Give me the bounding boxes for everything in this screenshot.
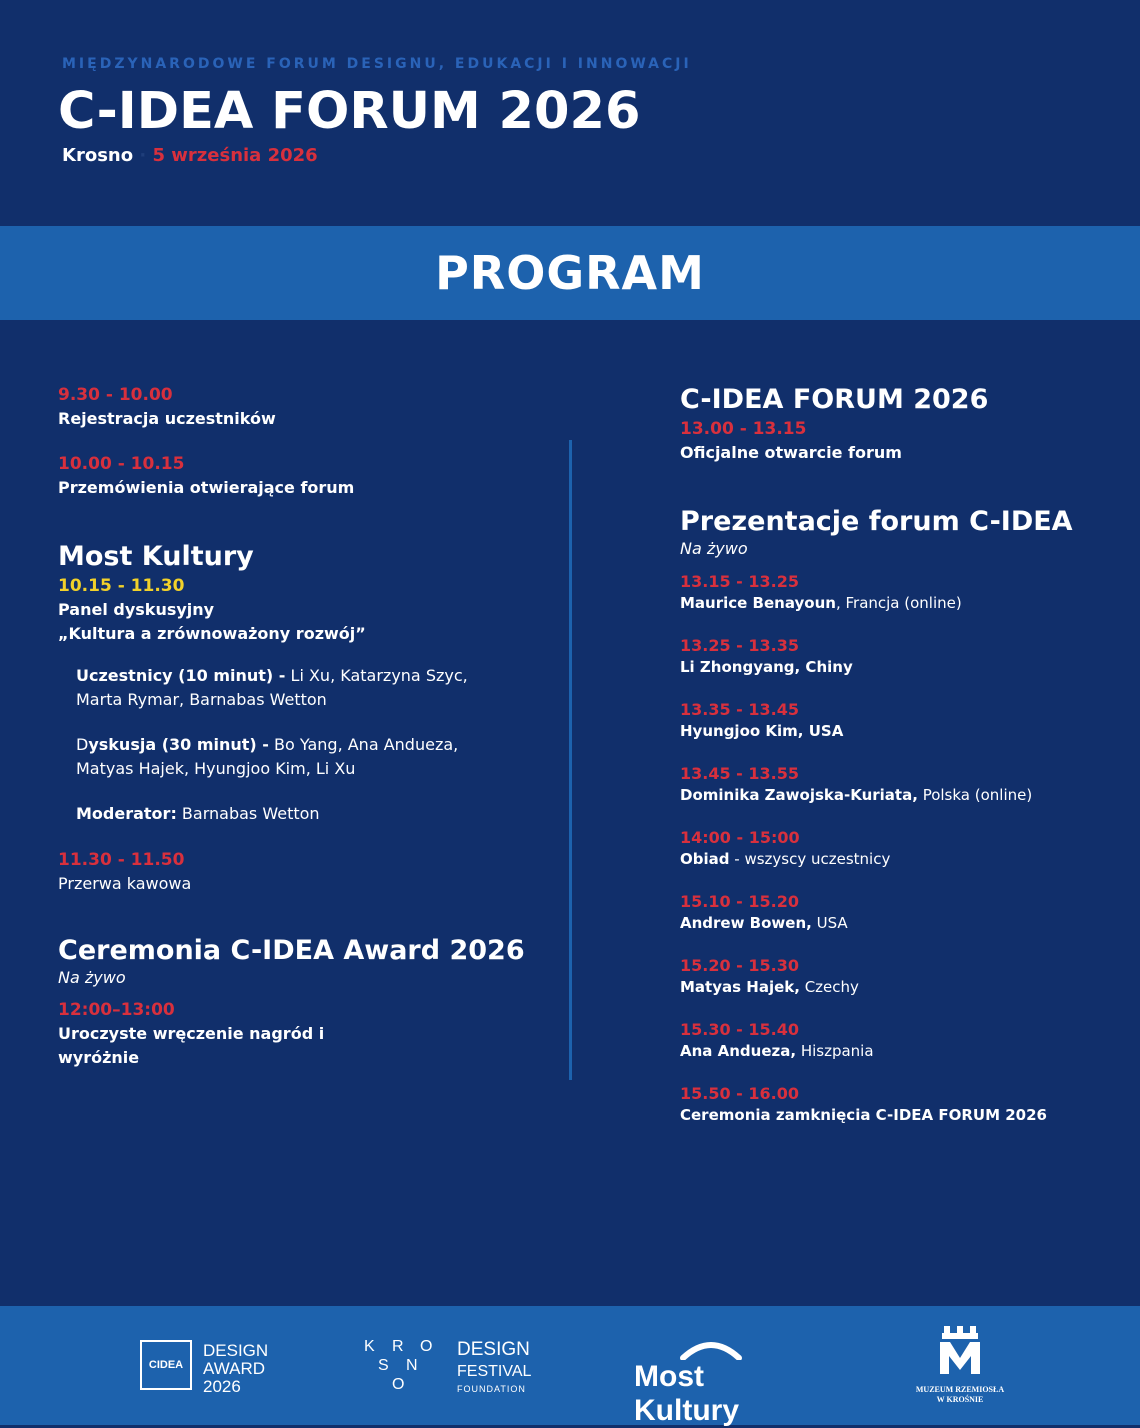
museum-text (914, 1385, 1006, 1405)
time-label: 10.00 - 10.15 (58, 454, 185, 474)
discussion-label-first: D (76, 735, 89, 754)
time-label: 12:00–13:00 (58, 1000, 175, 1020)
discussion-label: yskusja (30 minut) - (88, 735, 269, 754)
time-label: 15.30 - 15.40 (680, 1020, 799, 1039)
live-label: Na żywo (58, 968, 126, 987)
agenda-text: Oficjalne otwarcie forum (680, 443, 902, 462)
presentation-text (680, 592, 1120, 614)
presentation-text (680, 720, 1120, 742)
speaker-name: Maurice Benayoun (680, 594, 836, 612)
schedule-left-column (58, 383, 538, 1091)
live-label: Na żywo (680, 539, 748, 558)
time-label: 15.20 - 15.30 (680, 956, 799, 975)
cidea-line1: DESIGN (203, 1341, 269, 1360)
speaker-name: Andrew Bowen, (680, 914, 812, 932)
cidea-award-text (203, 1342, 268, 1396)
agenda-text: Rejestracja uczestników (58, 409, 276, 428)
speaker-name: Hyungjoo Kim, USA (680, 722, 844, 740)
time-label: 9.30 - 10.00 (58, 385, 173, 405)
museum-line2: W KROŚNIE (936, 1395, 984, 1404)
time-label: 14:00 - 15:00 (680, 828, 800, 847)
event-date: 5 września 2026 (152, 145, 318, 166)
time-label: 15.10 - 15.20 (680, 892, 799, 911)
location-date (62, 145, 318, 166)
speaker-detail: Hiszpania (796, 1042, 874, 1060)
presentation-item (680, 571, 1120, 614)
participants-names: Li Xu, Katarzyna Szyc, Marta Rymar, Barnabas Wetton (76, 666, 468, 709)
panel-participants (58, 664, 476, 712)
krosno-letter: K (364, 1338, 375, 1355)
time-label: 10.15 - 11.30 (58, 576, 185, 596)
moderator-name: Barnabas Wetton (176, 804, 320, 823)
agenda-item-opening (58, 452, 538, 500)
time-label: 13.00 - 13.15 (680, 419, 807, 439)
krosno-letter: O (420, 1338, 433, 1355)
time-label: 11.30 - 11.50 (58, 850, 185, 870)
agenda-text: Przerwa kawowa (58, 874, 192, 893)
speaker-name: Ana Andueza, (680, 1042, 797, 1060)
time-label: 13.45 - 13.55 (680, 764, 799, 783)
agenda-text: Przemówienia otwierające forum (58, 478, 355, 497)
presentation-text (680, 784, 1120, 806)
presentation-text (680, 1104, 1120, 1126)
discussion-names: Bo Yang, Ana Andueza, Matyas Hajek, Hyungjoo Kim, Li Xu (76, 735, 459, 778)
time-label: 13.15 - 13.25 (680, 572, 799, 591)
section-title-award: Ceremonia C-IDEA Award 2026 (58, 935, 525, 966)
krosno-letter: O (392, 1376, 405, 1393)
time-label: 13.35 - 13.45 (680, 700, 799, 719)
krosno-letter: R (392, 1338, 404, 1355)
presentation-text (680, 848, 1120, 870)
separator: · (139, 145, 147, 166)
time-label: 15.50 - 16.00 (680, 1084, 799, 1103)
presentation-item (680, 891, 1120, 934)
presentation-item (680, 763, 1120, 806)
crown-m-icon (936, 1324, 984, 1378)
presentation-item (680, 699, 1120, 742)
dff-line1: DESIGN (457, 1339, 530, 1360)
panel-subtitle: „Kultura a zrównoważony rozwój” (58, 624, 366, 643)
agenda-text: Uroczyste wręczenie nagród i wyróżnie (58, 1024, 325, 1067)
presentations-list (680, 571, 1120, 1126)
cidea-mark-icon: CIDEA (140, 1340, 192, 1390)
bridge-arc-icon (679, 1338, 743, 1360)
speaker-detail: , Francja (online) (835, 594, 962, 612)
moderator-label: Moderator: (76, 804, 177, 823)
panel-moderator (58, 802, 538, 826)
agenda-item-forum-opening (680, 417, 1120, 465)
krosno-design-festival-logo (364, 1338, 534, 1396)
museum-logo (914, 1324, 1006, 1410)
panel-title: Panel dyskusyjny (58, 600, 215, 619)
dff-line2: FESTIVAL (457, 1363, 532, 1380)
cidea-line3: 2026 (203, 1377, 241, 1396)
dff-line3: FOUNDATION (457, 1384, 526, 1394)
speaker-detail: USA (811, 914, 848, 932)
presentation-text (680, 976, 1120, 998)
most-kultury-logo (634, 1338, 809, 1427)
schedule-right-column (680, 383, 1120, 1147)
speaker-name: Li Zhongyang, Chiny (680, 658, 853, 676)
krosno-letter: S (378, 1357, 389, 1374)
design-festival-text (457, 1339, 531, 1395)
presentation-item (680, 955, 1120, 998)
section-title-presentations: Prezentacje forum C-IDEA (680, 506, 1073, 537)
agenda-item-registration (58, 383, 538, 431)
speaker-name: Matyas Hajek, (680, 978, 800, 996)
tagline: MIĘDZYNARODOWE FORUM DESIGNU, EDUKACJI I INNOWACJI (62, 56, 692, 72)
krosno-letter: N (406, 1357, 418, 1374)
agenda-item-award (58, 998, 538, 1070)
page-title: C-IDEA FORUM 2026 (58, 82, 641, 141)
header (0, 0, 1140, 226)
time-label: 13.25 - 13.35 (680, 636, 799, 655)
cidea-line2: AWARD (203, 1359, 266, 1378)
agenda-item-panel (58, 574, 538, 646)
participants-label: Uczestnicy (10 minut) - (76, 666, 286, 685)
speaker-detail: - wszyscy uczestnicy (729, 850, 891, 868)
presentation-item (680, 827, 1120, 870)
speaker-name: Dominika Zawojska-Kuriata, (680, 786, 918, 804)
presentation-item (680, 1083, 1120, 1126)
speaker-name: Ceremonia zamknięcia C-IDEA FORUM 2026 (680, 1106, 1047, 1124)
speaker-detail: Polska (online) (917, 786, 1033, 804)
city: Krosno (62, 145, 134, 166)
program-heading: PROGRAM (435, 246, 705, 300)
speaker-name: Obiad (680, 850, 730, 868)
section-title-forum: C-IDEA FORUM 2026 (680, 384, 989, 415)
program-band (0, 226, 1140, 320)
sponsor-footer (0, 1306, 1140, 1425)
presentation-text (680, 656, 1120, 678)
cidea-award-logo (140, 1340, 280, 1394)
presentation-item (680, 1019, 1120, 1062)
presentation-text (680, 1040, 1120, 1062)
column-divider (569, 440, 572, 1080)
presentation-text (680, 912, 1120, 934)
panel-discussion (58, 733, 476, 781)
agenda-item-break (58, 848, 538, 896)
speaker-detail: Czechy (799, 978, 859, 996)
presentation-item (680, 635, 1120, 678)
museum-line1: MUZEUM RZEMIOSŁA (915, 1385, 1005, 1394)
most-kultury-text: Most Kultury (634, 1360, 739, 1427)
section-title-most-kultury: Most Kultury (58, 541, 254, 572)
